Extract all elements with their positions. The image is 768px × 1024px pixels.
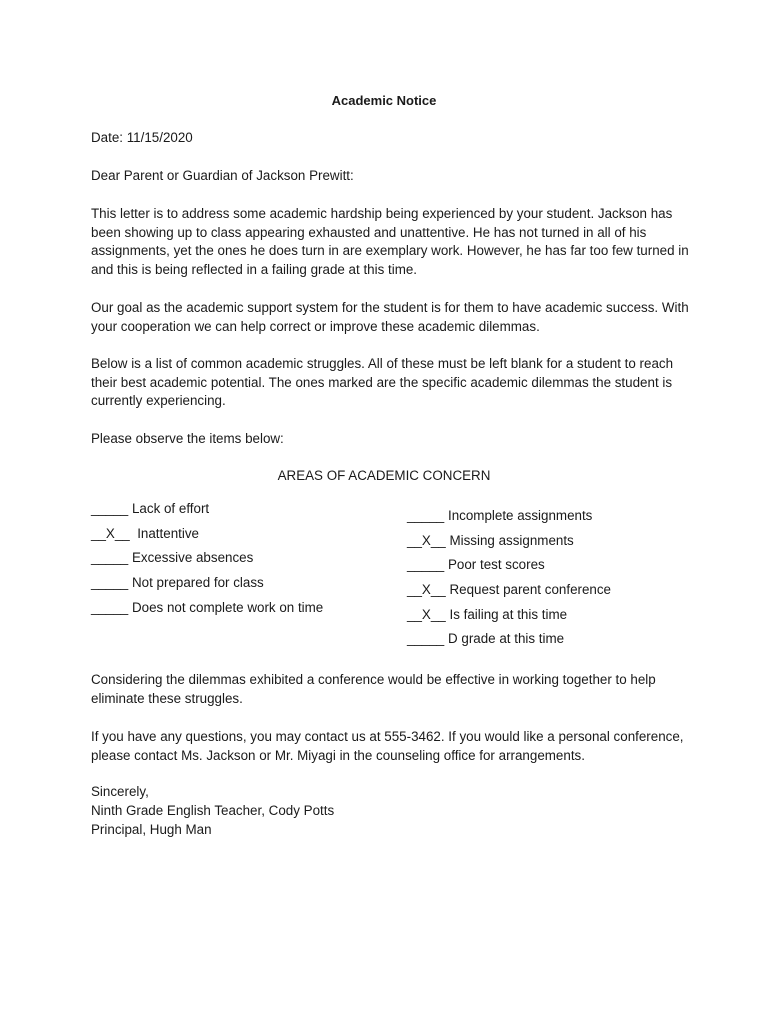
concern-mark: __X__ [407, 582, 446, 598]
concern-label: Is failing at this time [449, 606, 568, 622]
concern-label: D grade at this time [447, 631, 565, 647]
concern-item [91, 574, 323, 599]
concern-label: Inattentive [137, 525, 199, 541]
body-paragraph: This letter is to address some academic hardship being experienced by your student. Jackson has been showing up to class appearing exhausted and unattentive. He has not turned in all of his assignments, yet the ones he does turn in are exemplary work. However, he has far too few turned in and this is being reflected in a failing grade at this time. [91, 206, 689, 277]
letter-greeting: Dear Parent or Guardian of Jackson Prewitt: [91, 168, 354, 183]
letter-date: Date: 11/15/2020 [91, 130, 193, 145]
concern-label: Does not complete work on time [131, 599, 324, 615]
concern-mark: _____ [407, 631, 445, 647]
concern-list-right [407, 507, 611, 655]
concern-mark: _____ [91, 575, 129, 591]
concern-item [407, 507, 611, 532]
concern-mark: _____ [91, 599, 129, 615]
concern-item [407, 556, 611, 581]
concern-item [407, 532, 611, 557]
concern-label: Excessive absences [131, 550, 254, 566]
body-paragraph: Our goal as the academic support system for the student is for them to have academic success. With your cooperation we can help correct or improve these academic dilemmas. [91, 300, 689, 334]
signature-line: Principal, Hugh Man [91, 822, 212, 837]
signature-line: Ninth Grade English Teacher, Cody Potts [91, 803, 335, 818]
concern-label: Not prepared for class [131, 575, 264, 591]
concern-mark: __X__ [91, 525, 130, 541]
concern-mark: __X__ [407, 532, 446, 548]
concern-item [91, 500, 323, 525]
concern-mark: __X__ [407, 606, 446, 622]
concern-mark: _____ [407, 557, 445, 573]
document-title: Academic Notice [331, 93, 437, 108]
concern-heading: AREAS OF ACADEMIC CONCERN [277, 468, 491, 483]
concern-label: Poor test scores [447, 557, 545, 573]
concern-label: Incomplete assignments [447, 508, 593, 523]
concern-item [91, 525, 323, 550]
concern-item [407, 581, 611, 606]
signoff: Sincerely, [91, 784, 149, 799]
concern-item [91, 549, 323, 574]
concern-item [407, 630, 611, 655]
closing-paragraph: If you have any questions, you may contact us at 555-3462. If you would like a personal conference, please contact Ms. Jackson or Mr. Miyagi in the counseling office for arrangements. [91, 729, 684, 763]
concern-item [91, 599, 323, 624]
concern-item [407, 606, 611, 631]
body-paragraph: Below is a list of common academic struggles. All of these must be left blank for a student to reach their best academic potential. The ones marked are the specific academic dilemmas the student is currently experiencing. [91, 356, 674, 408]
concern-list-left [91, 500, 323, 623]
concern-label: Lack of effort [131, 501, 210, 516]
closing-paragraph: Considering the dilemmas exhibited a conference would be effective in working together to help eliminate these struggles. [91, 672, 656, 706]
concern-mark: _____ [407, 508, 445, 523]
concern-label: Missing assignments [449, 532, 574, 548]
body-paragraph: Please observe the items below: [91, 431, 284, 446]
concern-label: Request parent conference [449, 582, 612, 598]
concern-mark: _____ [91, 550, 129, 566]
concern-mark: _____ [91, 501, 129, 516]
